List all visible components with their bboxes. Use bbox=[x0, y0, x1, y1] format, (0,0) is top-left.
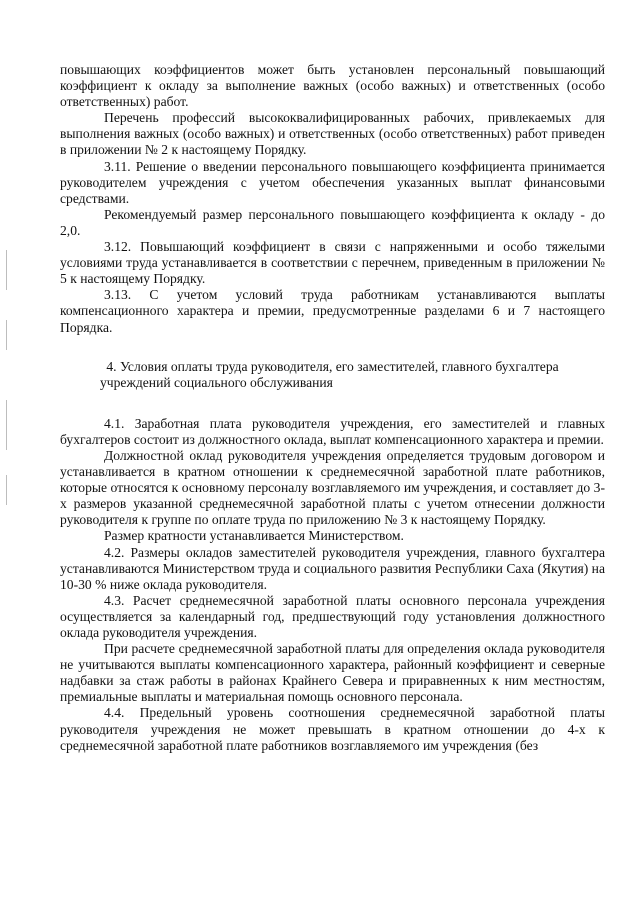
paragraph-4-2: 4.2. Размеры окладов заместителей руководителя учреждения, главного бухгалтера устанавливаются Министерством труда и социального развития Республики Саха (Якутия) на 10-30 % ниже оклада руководителя. bbox=[60, 544, 605, 592]
paragraph-3-13: 3.13. С учетом условий труда работникам устанавливаются выплаты компенсационного характера и премии, предусмотренные разделами 6 и 7 настоящего Порядка. bbox=[60, 287, 605, 335]
paragraph-multiplicity: Размер кратности устанавливается Министерством. bbox=[104, 528, 404, 544]
paragraph-continuation: повышающих коэффициентов может быть установлен персональный повышающий коэффициент к окладу за выполнение важных (особо важных) и ответственных (особо ответственных) работ. bbox=[60, 62, 605, 110]
paragraph-professions-list: Перечень профессий высококвалифицированных рабочих, привлекаемых для выполнения важных (особо важных) и ответственных (особо ответственных) работ приведен в приложении № 2 к настоящему Порядку. bbox=[60, 110, 605, 158]
paragraph-4-4: 4.4. Предельный уровень соотношения среднемесячной заработной платы руководителя учреждения не может превышать в кратном отношении до 4-х к среднемесячной заработной плате работников возглавляемого им учреждения (без bbox=[60, 705, 605, 753]
paragraph-4-1: 4.1. Заработная плата руководителя учреждения, его заместителей и главных бухгалтеров состоит из должностного оклада, выплат компенсационного характера и премии. bbox=[60, 415, 605, 447]
document-page bbox=[60, 62, 605, 754]
paragraph-recommended-size: Рекомендуемый размер персонального повышающего коэффициента к окладу - до 2,0. bbox=[60, 206, 605, 238]
paragraph-4-3: 4.3. Расчет среднемесячной заработной платы основного персонала учреждения осуществляется за календарный год, предшествующий году установления должностного оклада руководителя учреждения. bbox=[60, 592, 605, 640]
section-heading: 4. Условия оплаты труда руководителя, его заместителей, главного бухгалтера учреждений социального обслуживания bbox=[100, 358, 559, 390]
paragraph-official-salary: Должностной оклад руководителя учреждения определяется трудовым договором и устанавливается в кратном отношении к среднемесячной заработной плате работников, которые относятся к основному персоналу возглавляемого им учреждения, и составляет до 3-х размеров указанной среднемесячной заработной платы с учетом отнесении должности руководителя к группе по оплате труда по приложению № 3 к настоящему Порядку. bbox=[60, 447, 605, 528]
paragraph-3-11: 3.11. Решение о введении персонального повышающего коэффициента принимается руководителем учреждения с учетом обеспечения указанных выплат финансовыми средствами. bbox=[60, 158, 605, 206]
paragraph-calculation: При расчете среднемесячной заработной платы для определения оклада руководителя не учитываются выплаты компенсационного характера, районный коэффициент и северные надбавки за стаж работы в районах Крайнего Севера и приравненных к ним местностям, премиальные выплаты и материальная помощь основного персонала. bbox=[60, 641, 605, 705]
scan-margin-marks bbox=[6, 250, 8, 510]
paragraph-3-12: 3.12. Повышающий коэффициент в связи с напряженными и особо тяжелыми условиями труда устанавливается в соответствии с перечнем, приведенным в приложении № 5 к настоящему Порядку. bbox=[60, 239, 605, 287]
